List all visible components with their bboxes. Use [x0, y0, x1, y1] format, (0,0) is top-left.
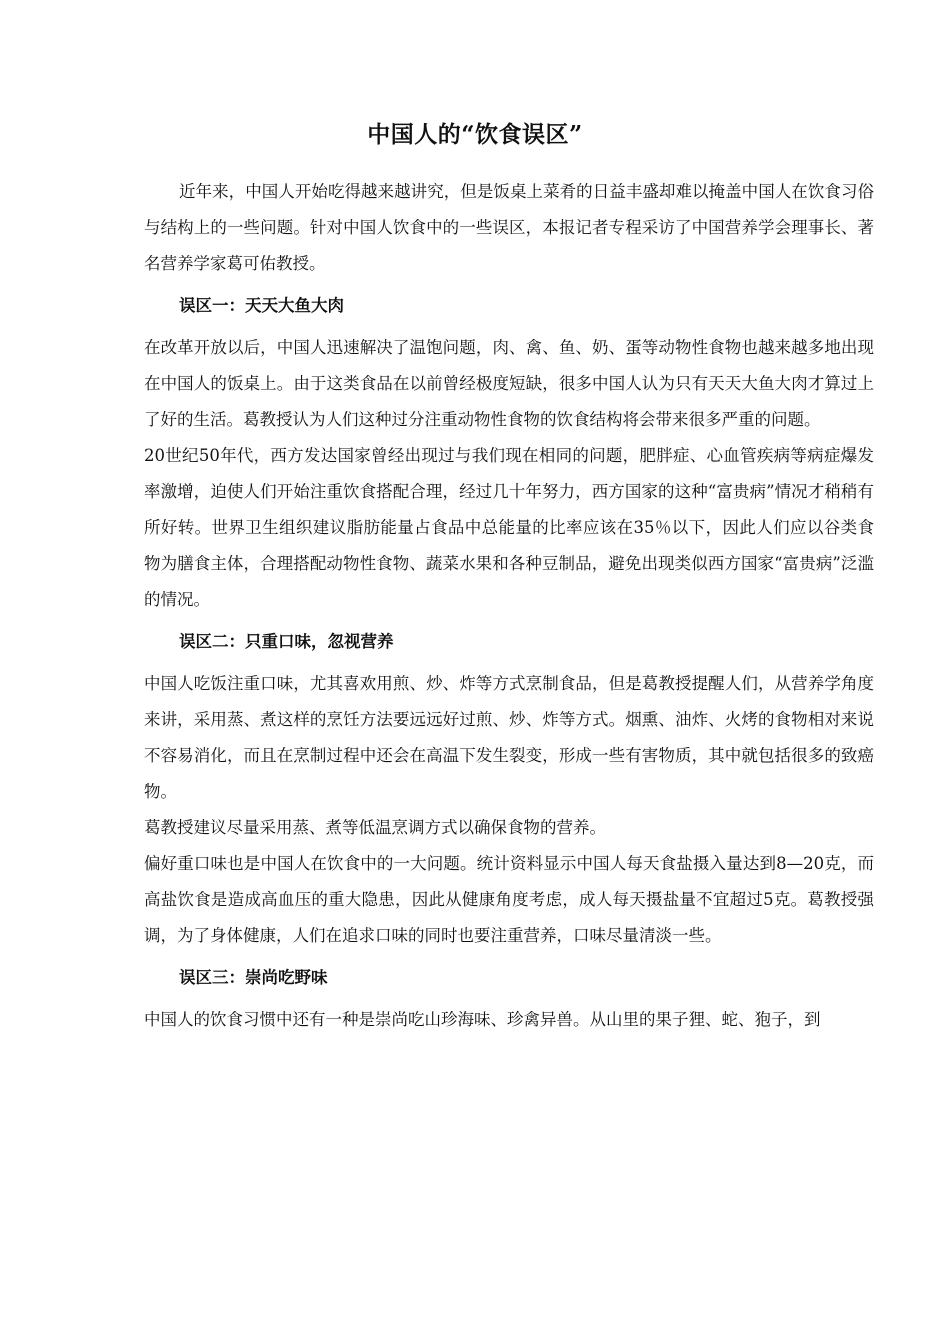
- section-heading-1: 误区一：天天大鱼大肉: [179, 296, 344, 315]
- section-1-paragraph-2: 20世纪50年代，西方发达国家曾经出现过与我们现在相同的问题，肥胖症、心血管疾病等病症爆发率激增，迫使人们开始注重饮食搭配合理，经过几十年努力，西方国家的这种“富贵病”情况才稍稍有所好转。世界卫生组织建议脂肪能量占食品中总能量的比率应该在35％以下，因此人们应以谷类食物为膳食主体，合理搭配动物性食物、蔬菜水果和各种豆制品，避免出现类似西方国家“富贵病”泛滥的情况。: [144, 446, 874, 609]
- intro-paragraph: 近年来，中国人开始吃得越来越讲究，但是饭桌上菜肴的日益丰盛却难以掩盖中国人在饮食习俗与结构上的一些问题。针对中国人饮食中的一些误区，本报记者专程采访了中国营养学会理事长、著名营养学家葛可佑教授。: [144, 182, 874, 273]
- section-1-paragraph-1: 在改革开放以后，中国人迅速解决了温饱问题，肉、禽、鱼、奶、蛋等动物性食物也越来越多地出现在中国人的饭桌上。由于这类食品在以前曾经极度短缺，很多中国人认为只有天天大鱼大肉才算过上了好的生活。葛教授认为人们这种过分注重动物性食物的饮食结构将会带来很多严重的问题。: [144, 338, 874, 429]
- section-2-paragraph-1: 中国人吃饭注重口味，尤其喜欢用煎、炒、炸等方式烹制食品，但是葛教授提醒人们，从营养学角度来讲，采用蒸、煮这样的烹饪方法要远远好过煎、炒、炸等方式。烟熏、油炸、火烤的食物相对来说不容易消化，而且在烹制过程中还会在高温下发生裂变，形成一些有害物质，其中就包括很多的致癌物。: [144, 674, 874, 801]
- document-body: [144, 174, 874, 1038]
- section-heading-3: 误区三：崇尚吃野味: [179, 968, 328, 987]
- section-3-paragraph-1: 中国人的饮食习惯中还有一种是崇尚吃山珍海味、珍禽异兽。从山里的果子狸、蛇、狍子，到: [144, 1010, 821, 1029]
- section-heading-2: 误区二：只重口味，忽视营养: [179, 632, 394, 651]
- document-title: 中国人的“饮食误区”: [367, 121, 583, 148]
- section-2-paragraph-2: 葛教授建议尽量采用蒸、煮等低温烹调方式以确保食物的营养。: [144, 818, 606, 837]
- section-2-paragraph-3: 偏好重口味也是中国人在饮食中的一大问题。统计资料显示中国人每天食盐摄入量达到8—20克，而高盐饮食是造成高血压的重大隐患，因此从健康角度考虑，成人每天摄盐量不宜超过5克。葛教授强调，为了身体健康，人们在追求口味的同时也要注重营养，口味尽量清淡一些。: [144, 854, 874, 945]
